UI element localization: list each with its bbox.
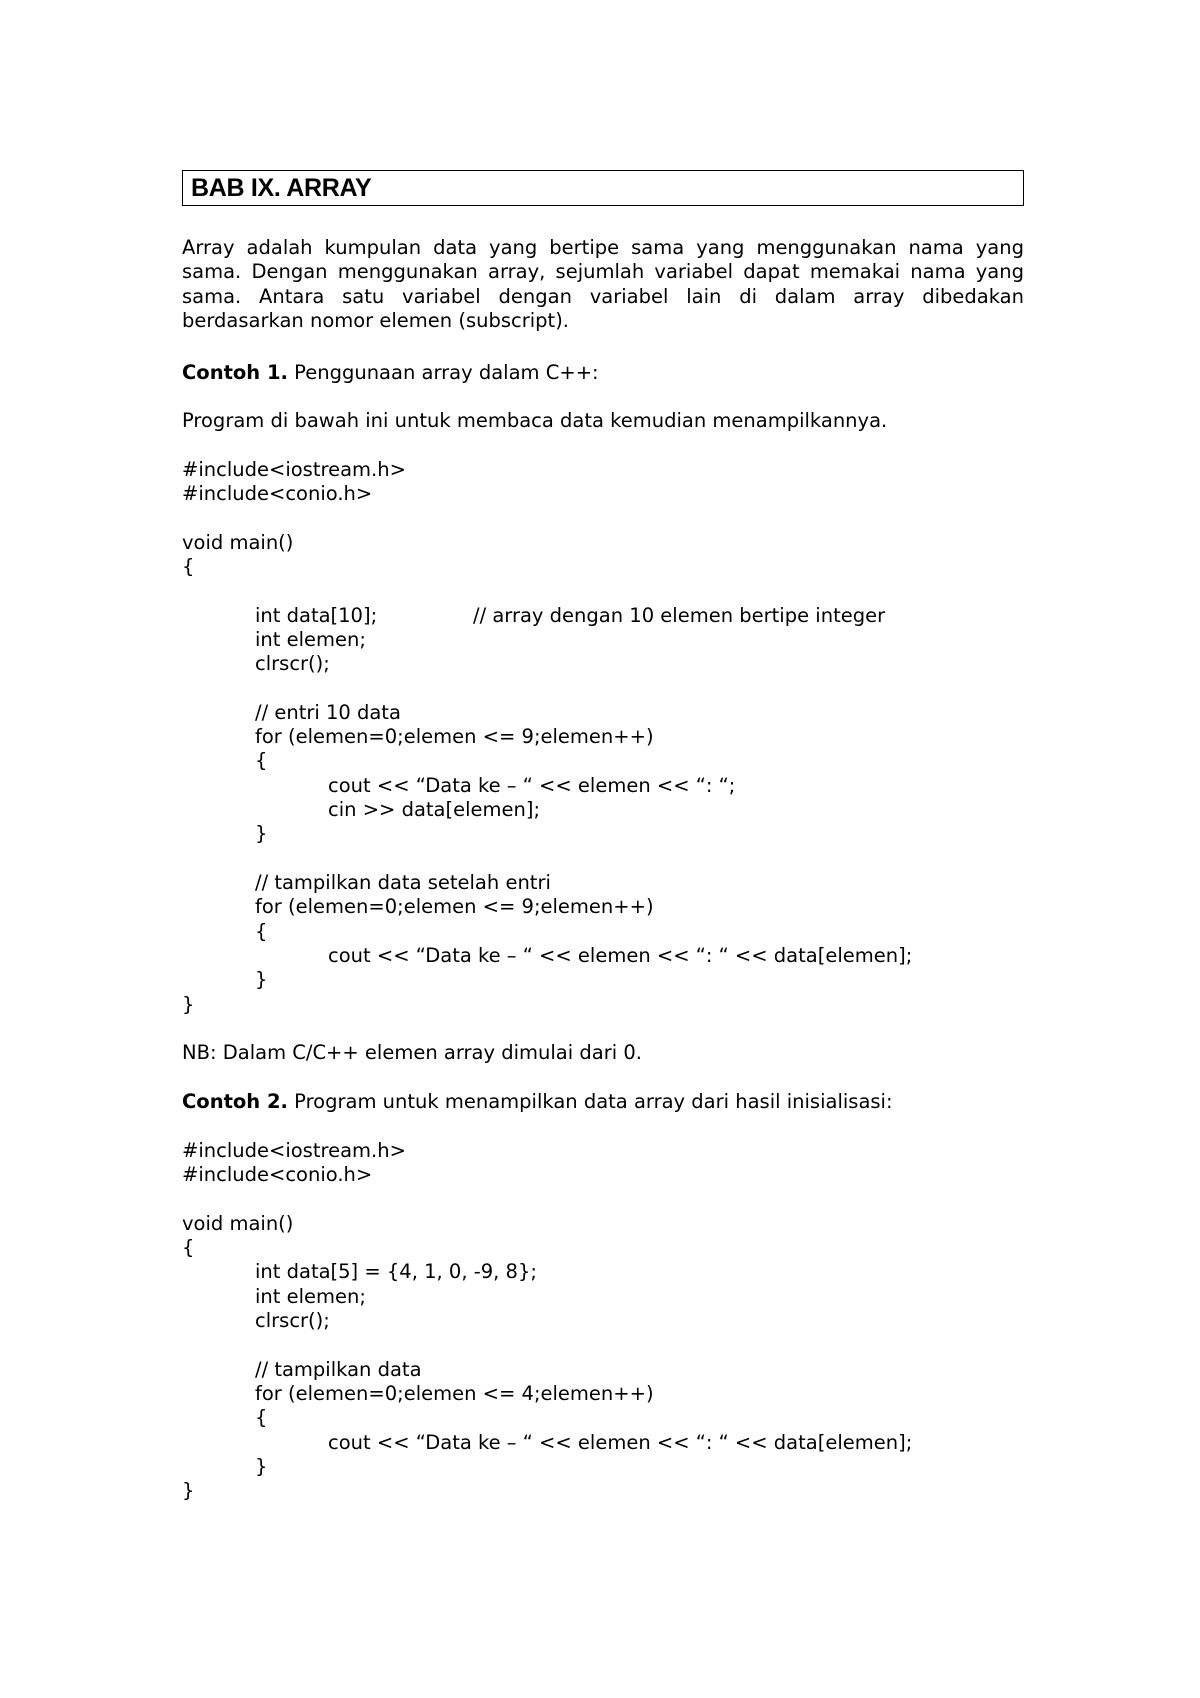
code-line: int elemen; (255, 1285, 366, 1308)
code-line: for (elemen=0;elemen <= 9;elemen++) (255, 895, 654, 918)
example1-heading-text: Penggunaan array dalam C++: (287, 361, 599, 384)
code-line: int data[5] = {4, 1, 0, -9, 8}; (255, 1260, 537, 1283)
intro-paragraph: Array adalah kumpulan data yang bertipe sama yang menggunakan nama yang sama. Dengan menggunakan array, sejumlah variabel dapat memakai nama yang sama. Antara satu variabel dengan variabel lain di dalam array dibedakan berdasarkan nomor elemen (subscript). (182, 236, 1024, 333)
code-line: { (182, 555, 195, 578)
code-line: } (255, 1455, 268, 1478)
example2-heading-text: Program untuk menampilkan data array dari hasil inisialisasi: (287, 1090, 893, 1113)
code-line: #include<conio.h> (182, 482, 373, 505)
code-line: clrscr(); (255, 1309, 330, 1332)
code-line: { (255, 1406, 268, 1429)
example2-label: Contoh 2. (182, 1090, 288, 1113)
code-line: #include<conio.h> (182, 1163, 373, 1186)
code-line: } (255, 822, 268, 845)
code-line: cin >> data[elemen]; (328, 798, 541, 821)
code-line: cout << “Data ke – “ << elemen << “: “ << data[elemen]; (328, 1431, 913, 1454)
example2-heading (182, 1090, 893, 1114)
code-line: int data[10]; (255, 604, 378, 627)
code-line: clrscr(); (255, 652, 330, 675)
code-line: { (182, 1236, 195, 1259)
example1-note: NB: Dalam C/C++ elemen array dimulai dari 0. (182, 1041, 642, 1064)
example1-label: Contoh 1. (182, 361, 288, 384)
code-comment: // array dengan 10 elemen bertipe integer (473, 604, 886, 627)
code-line: } (182, 1479, 195, 1502)
code-line: void main() (182, 1212, 294, 1235)
code-line: // tampilkan data setelah entri (255, 871, 551, 894)
example1-description: Program di bawah ini untuk membaca data kemudian menampilkannya. (182, 409, 888, 432)
code-line: cout << “Data ke – “ << elemen << “: “; (328, 774, 736, 797)
code-line: } (255, 968, 268, 991)
code-line: { (255, 920, 268, 943)
code-line: for (elemen=0;elemen <= 9;elemen++) (255, 725, 654, 748)
code-line: // entri 10 data (255, 701, 401, 724)
code-line: int elemen; (255, 628, 366, 651)
code-line: cout << “Data ke – “ << elemen << “: “ << data[elemen]; (328, 944, 913, 967)
code-line: } (182, 993, 195, 1016)
code-line: #include<iostream.h> (182, 1139, 406, 1162)
code-line: void main() (182, 531, 294, 554)
chapter-title: BAB IX. ARRAY (191, 174, 372, 202)
code-line: { (255, 749, 268, 772)
code-line: for (elemen=0;elemen <= 4;elemen++) (255, 1382, 654, 1405)
chapter-title-box (182, 170, 1024, 206)
code-line: #include<iostream.h> (182, 458, 406, 481)
code-line: // tampilkan data (255, 1358, 422, 1381)
example1-heading (182, 361, 599, 385)
